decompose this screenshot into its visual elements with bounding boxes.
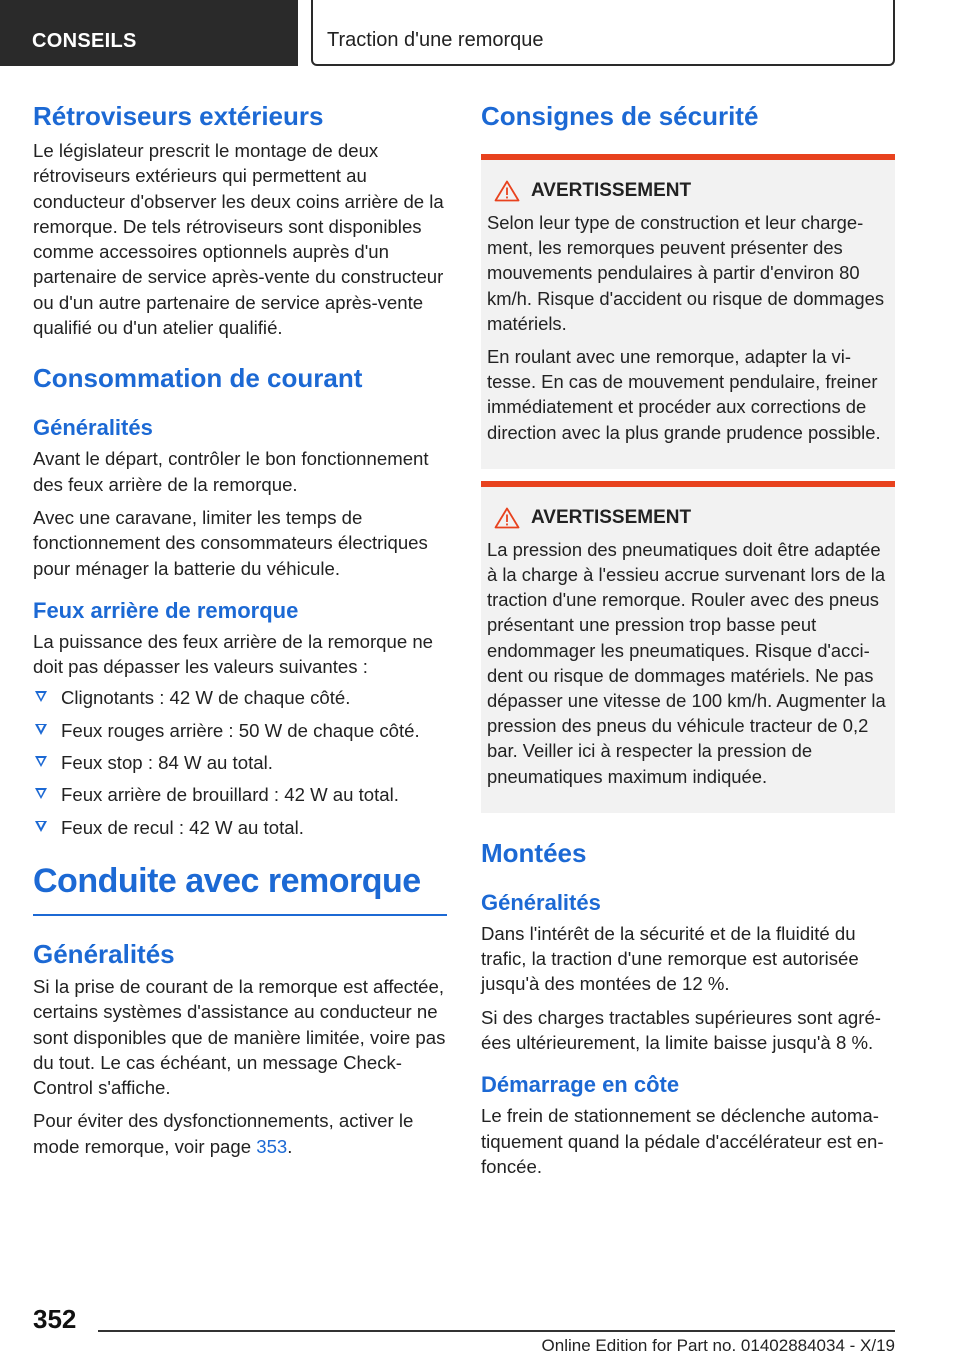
- section-tab: CONSEILS: [0, 0, 298, 66]
- lights-heading: Feux arrière de remorque: [33, 597, 299, 623]
- warning-label: AVERTISSEMENT: [531, 506, 692, 528]
- warning-triangle-icon: [494, 180, 520, 202]
- warning-text: Selon leur type de construction et leur chargement, les remorques peuvent présenter des mouvements pendulaires à partir d'environ 80 km/h. Risque d'accident ou risque de dommages matériels.: [487, 212, 885, 334]
- lights-text: La puissance des feux arrière de la remorque ne doit pas dépasser les valeurs suivantes :: [33, 630, 434, 678]
- footer-edition: Online Edition for Part no. 01402884034 - X/19: [541, 1336, 895, 1355]
- page-header: [0, 0, 960, 66]
- warning-box: [481, 154, 895, 469]
- warning-text: En roulant avec une remorque, adapter la vitesse. En cas de mouvement pendulaire, freiner immédiatement et procéder aux corrections de direction avec la plus grande prudence possible.: [487, 346, 881, 443]
- power-general-p1: Avant le départ, contrôler le bon fonctionnement des feux arrière de la remorque.: [33, 448, 429, 495]
- left-column: [33, 100, 447, 1159]
- warning-triangle-icon: [494, 507, 520, 529]
- list-item: Feux arrière de brouillard : 42 W au total.: [33, 782, 447, 807]
- hill-start-text: Le frein de stationnement se déclenche automatiquement quand la pédale d'accélérateur est enfoncée.: [481, 1105, 884, 1177]
- hill-start-heading: Démarrage en côte: [481, 1072, 680, 1098]
- warning-box: [481, 481, 895, 813]
- triangle-bullet-icon: [35, 788, 47, 799]
- footer-divider: [98, 1330, 895, 1332]
- climbs-general-heading: Généralités: [481, 889, 601, 915]
- driving-general-heading: Généralités: [33, 938, 175, 969]
- mirrors-text: Le législateur prescrit le montage de deux rétroviseurs extérieurs qui permettent au conducteur d'observer les deux coins arrière de la remorque. De tels rétroviseurs sont disponibles comme accessoires optionnels auprès d'un partenaire de service après-vente du constructeur ou d'un autre partenaire de service après-vente qualifié ou d'un atelier qualifié.: [33, 140, 444, 339]
- climbs-heading: Montées: [481, 837, 587, 868]
- warning-text: La pression des pneumatiques doit être adaptée à la charge à l'essieu accrue survenant lors de la traction d'une remorque. Rouler avec des pneus présentant une pression trop basse peut endommager les pneumatiques. Risque d'accident ou risque de dommages matériels. Ne pas dépasser une vitesse de 100 km/h. Augmenter la pression des pneus du véhicule tracteur de 0,2 bar. Veiller ici à respecter la pression de pneumatiques maximum indiquée.: [487, 538, 886, 787]
- list-item: Feux rouges arrière : 50 W de chaque côté.: [33, 718, 447, 743]
- chapter-tab: Traction d'une remorque: [311, 0, 895, 66]
- list-item: Clignotants : 42 W de chaque côté.: [33, 685, 447, 710]
- list-item: Feux stop : 84 W au total.: [33, 750, 447, 775]
- driving-heading: Conduite avec remorque: [33, 860, 447, 916]
- right-column: [481, 100, 895, 1179]
- page-number: 352: [33, 1304, 77, 1334]
- driving-p2: Pour éviter des dysfonctionnements, activer le mode remorque, voir page 353.: [33, 1110, 414, 1157]
- power-general-heading: Généralités: [33, 415, 153, 441]
- climbs-p1: Dans l'intérêt de la sécurité et de la fluidité du trafic, la traction d'une remorque est autorisée jusqu'à des montées de 12 %.: [481, 922, 859, 995]
- safety-heading: Consignes de sécurité: [481, 101, 759, 131]
- list-item: Feux de recul : 42 W au total.: [33, 815, 447, 840]
- warning-label: AVERTISSEMENT: [531, 180, 692, 201]
- triangle-bullet-icon: [35, 724, 47, 735]
- triangle-bullet-icon: [35, 821, 47, 832]
- lights-list: [33, 685, 447, 839]
- mirrors-heading: Rétroviseurs extérieurs: [33, 101, 324, 131]
- page-link[interactable]: 353: [256, 1135, 288, 1157]
- driving-p1: Si la prise de courant de la remorque est affectée, certains systèmes d'assistance au conducteur ne sont disponibles que de manière limitée, voire pas du tout. Le cas échéant, un message Check-Control s'affiche.: [33, 975, 446, 1099]
- triangle-bullet-icon: [35, 691, 47, 702]
- power-general-p2: Avec une caravane, limiter les temps de fonctionnement des consommateurs électriques pour ménager la batterie du véhicule.: [33, 506, 428, 579]
- triangle-bullet-icon: [35, 756, 47, 767]
- climbs-p2: Si des charges tractables supérieures sont agréées ultérieurement, la limite baisse jusqu'à 8 %.: [481, 1006, 881, 1054]
- power-heading: Consommation de courant: [33, 363, 363, 394]
